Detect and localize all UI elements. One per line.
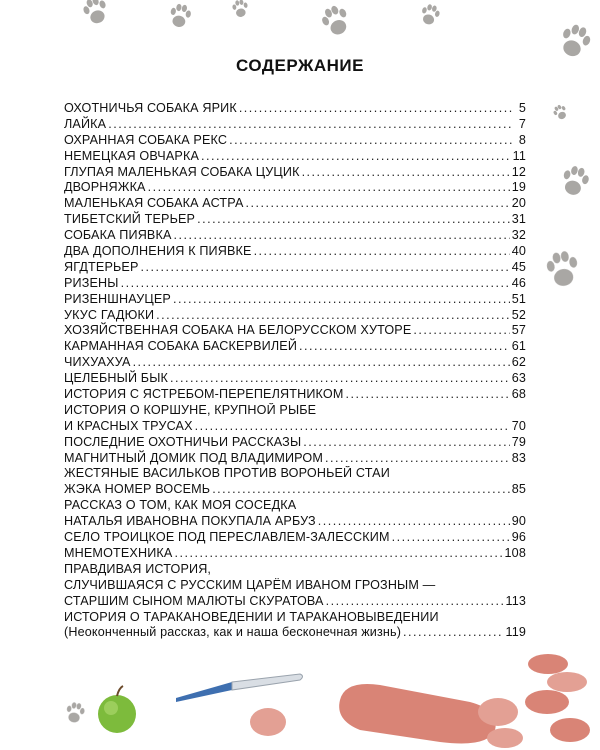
dot-leader — [195, 419, 510, 435]
toc-entry-title: КАРМАННАЯ СОБАКА БАСКЕРВИЛЕЙ — [64, 339, 298, 354]
toc-entry-title: ПОСЛЕДНИЕ ОХОТНИЧЬИ РАССКАЗЫ — [64, 434, 302, 449]
toc-page-number: 5 — [518, 101, 526, 115]
dot-leader — [325, 451, 510, 467]
dot-leader — [318, 514, 510, 530]
dot-leader — [121, 276, 510, 292]
dot-leader — [141, 260, 510, 276]
dot-leader — [174, 228, 510, 244]
toc-entry-title: ГЛУПАЯ МАЛЕНЬКАЯ СОБАКА ЦУЦИК — [64, 164, 300, 179]
paw-icon — [419, 3, 441, 27]
toc-page-number: 90 — [511, 514, 526, 529]
toc-entry[interactable] — [64, 276, 526, 292]
toc-page-number: 40 — [511, 244, 526, 259]
toc-entry-title: ЦЕЛЕБНЫЙ БЫК — [64, 371, 168, 386]
dot-leader — [303, 435, 509, 451]
dot-leader — [212, 482, 510, 498]
sausage-icon — [250, 654, 590, 748]
paw-icon — [545, 249, 581, 288]
dot-leader — [239, 101, 514, 117]
toc-page-number: 96 — [511, 530, 526, 545]
toc-page-number: 46 — [511, 275, 526, 290]
toc-entry[interactable] — [64, 323, 526, 339]
toc-entry-title: ОХРАННАЯ СОБАКА РЕКС — [64, 132, 228, 147]
toc-entry[interactable] — [64, 101, 526, 117]
knife-icon — [176, 674, 303, 702]
toc-page-number: 45 — [511, 259, 526, 274]
toc-entry[interactable] — [64, 355, 526, 371]
toc-entry[interactable] — [64, 451, 526, 467]
toc-entry[interactable] — [64, 308, 526, 324]
toc-entry-title: РИЗЕНШНАУЦЕР — [64, 291, 171, 306]
toc-page-number: 70 — [511, 418, 526, 433]
toc-entry[interactable] — [64, 371, 526, 387]
toc-entry-title: МАЛЕНЬКАЯ СОБАКА АСТРА — [64, 196, 244, 211]
dot-leader — [201, 149, 511, 165]
toc-entry-title: ЧИХУАХУА — [64, 355, 131, 370]
dot-leader — [170, 371, 510, 387]
toc-entry-title: СЕЛО ТРОИЦКОЕ ПОД ПЕРЕСЛАВЛЕМ-ЗАЛЕССКИМ — [64, 530, 390, 545]
toc-entry-title: ОХОТНИЧЬЯ СОБАКА ЯРИК — [64, 101, 237, 115]
toc-entry-line: ПРАВДИВАЯ ИСТОРИЯ, — [64, 561, 212, 576]
toc-entry[interactable] — [64, 387, 526, 403]
toc-entry-line: ИСТОРИЯ О КОРШУНЕ, КРУПНОЙ РЫБЕ — [64, 402, 317, 417]
dot-leader — [174, 546, 502, 562]
toc-entry[interactable] — [64, 514, 526, 530]
toc-entry-title: ЛАЙКА — [64, 116, 107, 131]
paw-icon — [559, 164, 591, 198]
toc-entry[interactable] — [64, 594, 526, 610]
toc-entry-title: МНЕМОТЕХНИКА — [64, 545, 173, 560]
toc-entry[interactable] — [64, 482, 526, 498]
toc-page-number: 79 — [511, 434, 526, 449]
toc-entry-title: ХОЗЯЙСТВЕННАЯ СОБАКА НА БЕЛОРУССКОМ ХУТОРЕ — [64, 323, 412, 338]
dot-leader — [156, 308, 510, 324]
toc-entry[interactable] — [64, 117, 526, 133]
toc-entry-title: (Неоконченный рассказ, как и наша бесконечная жизнь) — [64, 625, 402, 640]
toc-page-number: 61 — [511, 339, 526, 354]
toc-entry-line: СЛУЧИВШАЯСЯ С РУССКИМ ЦАРЁМ ИВАНОМ ГРОЗНЫМ — — [64, 577, 436, 592]
toc-page-number: 51 — [511, 291, 526, 306]
paw-icon — [168, 3, 192, 29]
toc-entry[interactable] — [64, 196, 526, 212]
toc-entry-title: УКУС ГАДЮКИ — [64, 307, 155, 322]
toc-entry-line: ЖЕСТЯНЫЕ ВАСИЛЬКОВ ПРОТИВ ВОРОНЬЕЙ СТАИ — [64, 466, 390, 481]
toc-page-number: 11 — [512, 148, 526, 163]
toc-page-number: 119 — [505, 625, 526, 640]
toc-entry-line: РАССКАЗ О ТОМ, КАК МОЯ СОСЕДКА — [64, 498, 297, 513]
toc-page-number: 19 — [511, 180, 526, 195]
page-title: СОДЕРЖАНИЕ — [236, 56, 364, 75]
toc-entry-title: ДВА ДОПОЛНЕНИЯ К ПИЯВКЕ — [64, 244, 252, 259]
toc-page-number: 57 — [511, 323, 526, 338]
toc-entry-title: МАГНИТНЫЙ ДОМИК ПОД ВЛАДИМИРОМ — [64, 450, 324, 465]
toc-entry-title: ИСТОРИЯ С ЯСТРЕБОМ-ПЕРЕПЕЛЯТНИКОМ — [64, 387, 344, 402]
toc-entry-title: РИЗЕНЫ — [64, 275, 119, 290]
toc-page-number: 85 — [511, 482, 526, 497]
paw-icon — [318, 2, 353, 39]
toc-page-number: 20 — [511, 196, 526, 211]
toc-page-number: 108 — [504, 545, 526, 560]
toc-page-number: 31 — [511, 212, 526, 227]
toc-entry[interactable] — [64, 292, 526, 308]
paw-icon — [551, 103, 569, 122]
toc-page-number: 63 — [511, 371, 526, 386]
toc-page-number: 52 — [511, 307, 526, 322]
toc-entry[interactable] — [64, 180, 526, 196]
toc-entry-title: ТИБЕТСКИЙ ТЕРЬЕР — [64, 212, 196, 227]
toc-entry[interactable] — [64, 260, 526, 276]
table-of-contents — [64, 101, 526, 641]
dot-leader — [133, 355, 510, 371]
dot-leader — [302, 165, 510, 181]
dot-leader — [173, 292, 510, 308]
toc-entry-title: ЖЭКА НОМЕР ВОСЕМЬ — [64, 482, 211, 497]
toc-entry-title: И КРАСНЫХ ТРУСАХ — [64, 418, 193, 433]
dot-leader — [108, 117, 514, 133]
toc-entry-title: СОБАКА ПИЯВКА — [64, 228, 172, 243]
dot-leader — [229, 133, 514, 149]
dot-leader — [326, 594, 504, 610]
dot-leader — [246, 196, 510, 212]
toc-entry[interactable] — [64, 149, 526, 165]
toc-page-number: 68 — [511, 387, 526, 402]
toc-entry[interactable] — [64, 244, 526, 260]
toc-page-number: 12 — [511, 164, 526, 179]
toc-page-number: 8 — [518, 132, 526, 147]
food-illustration — [0, 630, 600, 750]
toc-page-number: 113 — [505, 593, 526, 608]
toc-page-number: 83 — [511, 450, 526, 465]
toc-entry-title: СТАРШИМ СЫНОМ МАЛЮТЫ СКУРАТОВА — [64, 593, 324, 608]
toc-entry-line: ИСТОРИЯ О ТАРАКАНОВЕДЕНИИ И ТАРАКАНОВЫВЕДЕНИИ — [64, 609, 439, 624]
toc-entry-title: НЕМЕЦКАЯ ОВЧАРКА — [64, 148, 199, 163]
toc-entry[interactable] — [64, 228, 526, 244]
toc-entry[interactable] — [64, 546, 526, 562]
toc-entry[interactable] — [64, 435, 526, 451]
toc-entry[interactable] — [64, 419, 526, 435]
paw-icon — [231, 0, 249, 18]
toc-page-number: 7 — [518, 116, 526, 131]
dot-leader — [413, 323, 509, 339]
toc-entry-title: НАТАЛЬЯ ИВАНОВНА ПОКУПАЛА АРБУЗ — [64, 514, 316, 529]
dot-leader — [299, 339, 510, 355]
toc-page-number: 32 — [511, 228, 526, 243]
dot-leader — [346, 387, 510, 403]
toc-page-number: 62 — [511, 355, 526, 370]
toc-entry[interactable] — [64, 133, 526, 149]
toc-entry[interactable] — [64, 530, 526, 546]
dot-leader — [148, 180, 510, 196]
paw-icon — [81, 0, 111, 26]
toc-entry[interactable] — [64, 212, 526, 228]
apple-icon — [98, 686, 136, 733]
dot-leader — [197, 212, 510, 228]
dot-leader — [392, 530, 510, 546]
toc-entry[interactable] — [64, 165, 526, 181]
paw-icon — [557, 21, 594, 60]
toc-entry-title: ДВОРНЯЖКА — [64, 180, 146, 195]
dot-leader — [254, 244, 510, 260]
toc-entry-title: ЯГДТЕРЬЕР — [64, 259, 139, 274]
toc-entry[interactable] — [64, 339, 526, 355]
